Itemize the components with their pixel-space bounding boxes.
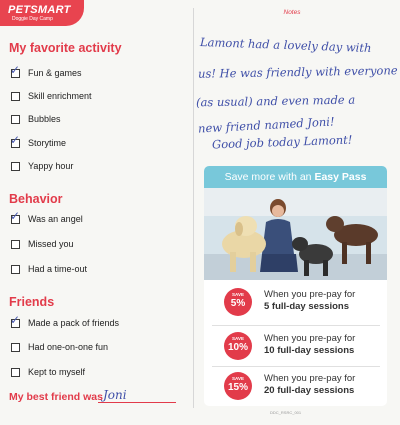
easy-pass-card — [204, 166, 387, 406]
section-title-activity: My favorite activity — [9, 41, 122, 55]
checkbox-label: Made a pack of friends — [28, 318, 120, 328]
best-friend-name[interactable]: Joni — [103, 388, 127, 402]
card-header-brand: Easy Pass — [314, 171, 367, 183]
checkbox-label: Storytime — [28, 138, 67, 148]
checkbox-item[interactable] — [11, 159, 73, 173]
footer-code: DDC_RSRC_001 — [270, 410, 302, 415]
offer-15 — [208, 366, 383, 406]
logo-subtitle: Doggie Day Camp — [12, 16, 53, 22]
badge-percent: 15% — [227, 382, 248, 393]
section-title-behavior: Behavior — [9, 192, 63, 206]
checkbox-item[interactable] — [10, 62, 82, 80]
save-badge — [224, 288, 252, 316]
dogs-photo — [204, 188, 387, 280]
note-line: Good job today Lamont! — [211, 132, 353, 152]
checkbox-label: Had one-on-one fun — [28, 342, 109, 352]
checkbox[interactable] — [11, 92, 20, 101]
checkbox[interactable] — [10, 132, 21, 148]
note-line: (as usual) and even made a — [195, 92, 356, 110]
badge-save-label: SAVE — [232, 336, 244, 341]
offer-line2: 5 full-day sessions — [264, 301, 350, 312]
checkbox-label: Missed you — [28, 239, 74, 249]
checkbox[interactable] — [11, 240, 20, 249]
offer-5 — [208, 282, 383, 324]
notes-title: Notes — [283, 9, 301, 16]
checkbox-item[interactable] — [11, 237, 74, 251]
checkbox-label: Had a time-out — [28, 264, 88, 274]
checkmark-icon: ✓ — [10, 62, 21, 77]
checkbox[interactable] — [10, 208, 21, 224]
checkmark-icon: ✓ — [10, 312, 21, 327]
offer-10 — [208, 326, 383, 368]
badge-percent: 10% — [227, 342, 248, 353]
section-title-friends: Friends — [9, 295, 55, 309]
logo-brand: PETSMART — [8, 4, 71, 16]
badge-save-label: SAVE — [232, 292, 244, 297]
checkbox-item[interactable] — [10, 132, 67, 150]
offer-line1: When you pre-pay for — [264, 333, 356, 344]
checkbox-item[interactable] — [11, 112, 61, 126]
card-header-prefix: Save more with an — [224, 171, 315, 183]
checkbox-item[interactable] — [10, 208, 83, 226]
checkbox-item[interactable] — [11, 89, 92, 103]
checkbox-label: Yappy hour — [28, 161, 74, 171]
badge-save-label: SAVE — [232, 376, 244, 381]
column-divider — [193, 8, 194, 408]
best-friend-underline — [98, 402, 176, 403]
checkbox[interactable] — [10, 62, 21, 78]
checkbox[interactable] — [11, 162, 20, 171]
note-line: Lamont had a lovely day with — [199, 35, 372, 55]
note-line: new friend named Joni! — [197, 114, 335, 136]
checkbox-label: Fun & games — [28, 68, 82, 78]
checkbox[interactable] — [10, 312, 21, 328]
checkbox-item[interactable] — [10, 312, 120, 330]
checkbox-item[interactable] — [11, 262, 87, 276]
checkbox-label: Kept to myself — [28, 367, 86, 377]
checkbox[interactable] — [11, 343, 20, 352]
save-badge — [224, 372, 252, 400]
offer-line1: When you pre-pay for — [264, 373, 356, 384]
card-header — [204, 166, 387, 188]
checkbox-label: Was an angel — [28, 214, 83, 224]
badge-percent: 5% — [230, 298, 246, 309]
offer-line2: 10 full-day sessions — [264, 345, 355, 356]
checkbox-label: Bubbles — [28, 114, 61, 124]
note-line: us! He was friendly with everyone — [197, 63, 398, 81]
checkmark-icon: ✓ — [10, 132, 21, 147]
offer-line2: 20 full-day sessions — [264, 385, 355, 396]
offer-line1: When you pre-pay for — [264, 289, 356, 300]
checkbox-label: Skill enrichment — [28, 91, 92, 101]
checkmark-icon: ✓ — [10, 208, 21, 223]
checkbox[interactable] — [11, 115, 20, 124]
checkbox[interactable] — [11, 368, 20, 377]
checkbox-item[interactable] — [11, 340, 108, 354]
checkbox[interactable] — [11, 265, 20, 274]
save-badge — [224, 332, 252, 360]
checkbox-item[interactable] — [11, 365, 85, 379]
petsmart-logo — [0, 0, 84, 26]
best-friend-label: My best friend was — [9, 391, 103, 403]
